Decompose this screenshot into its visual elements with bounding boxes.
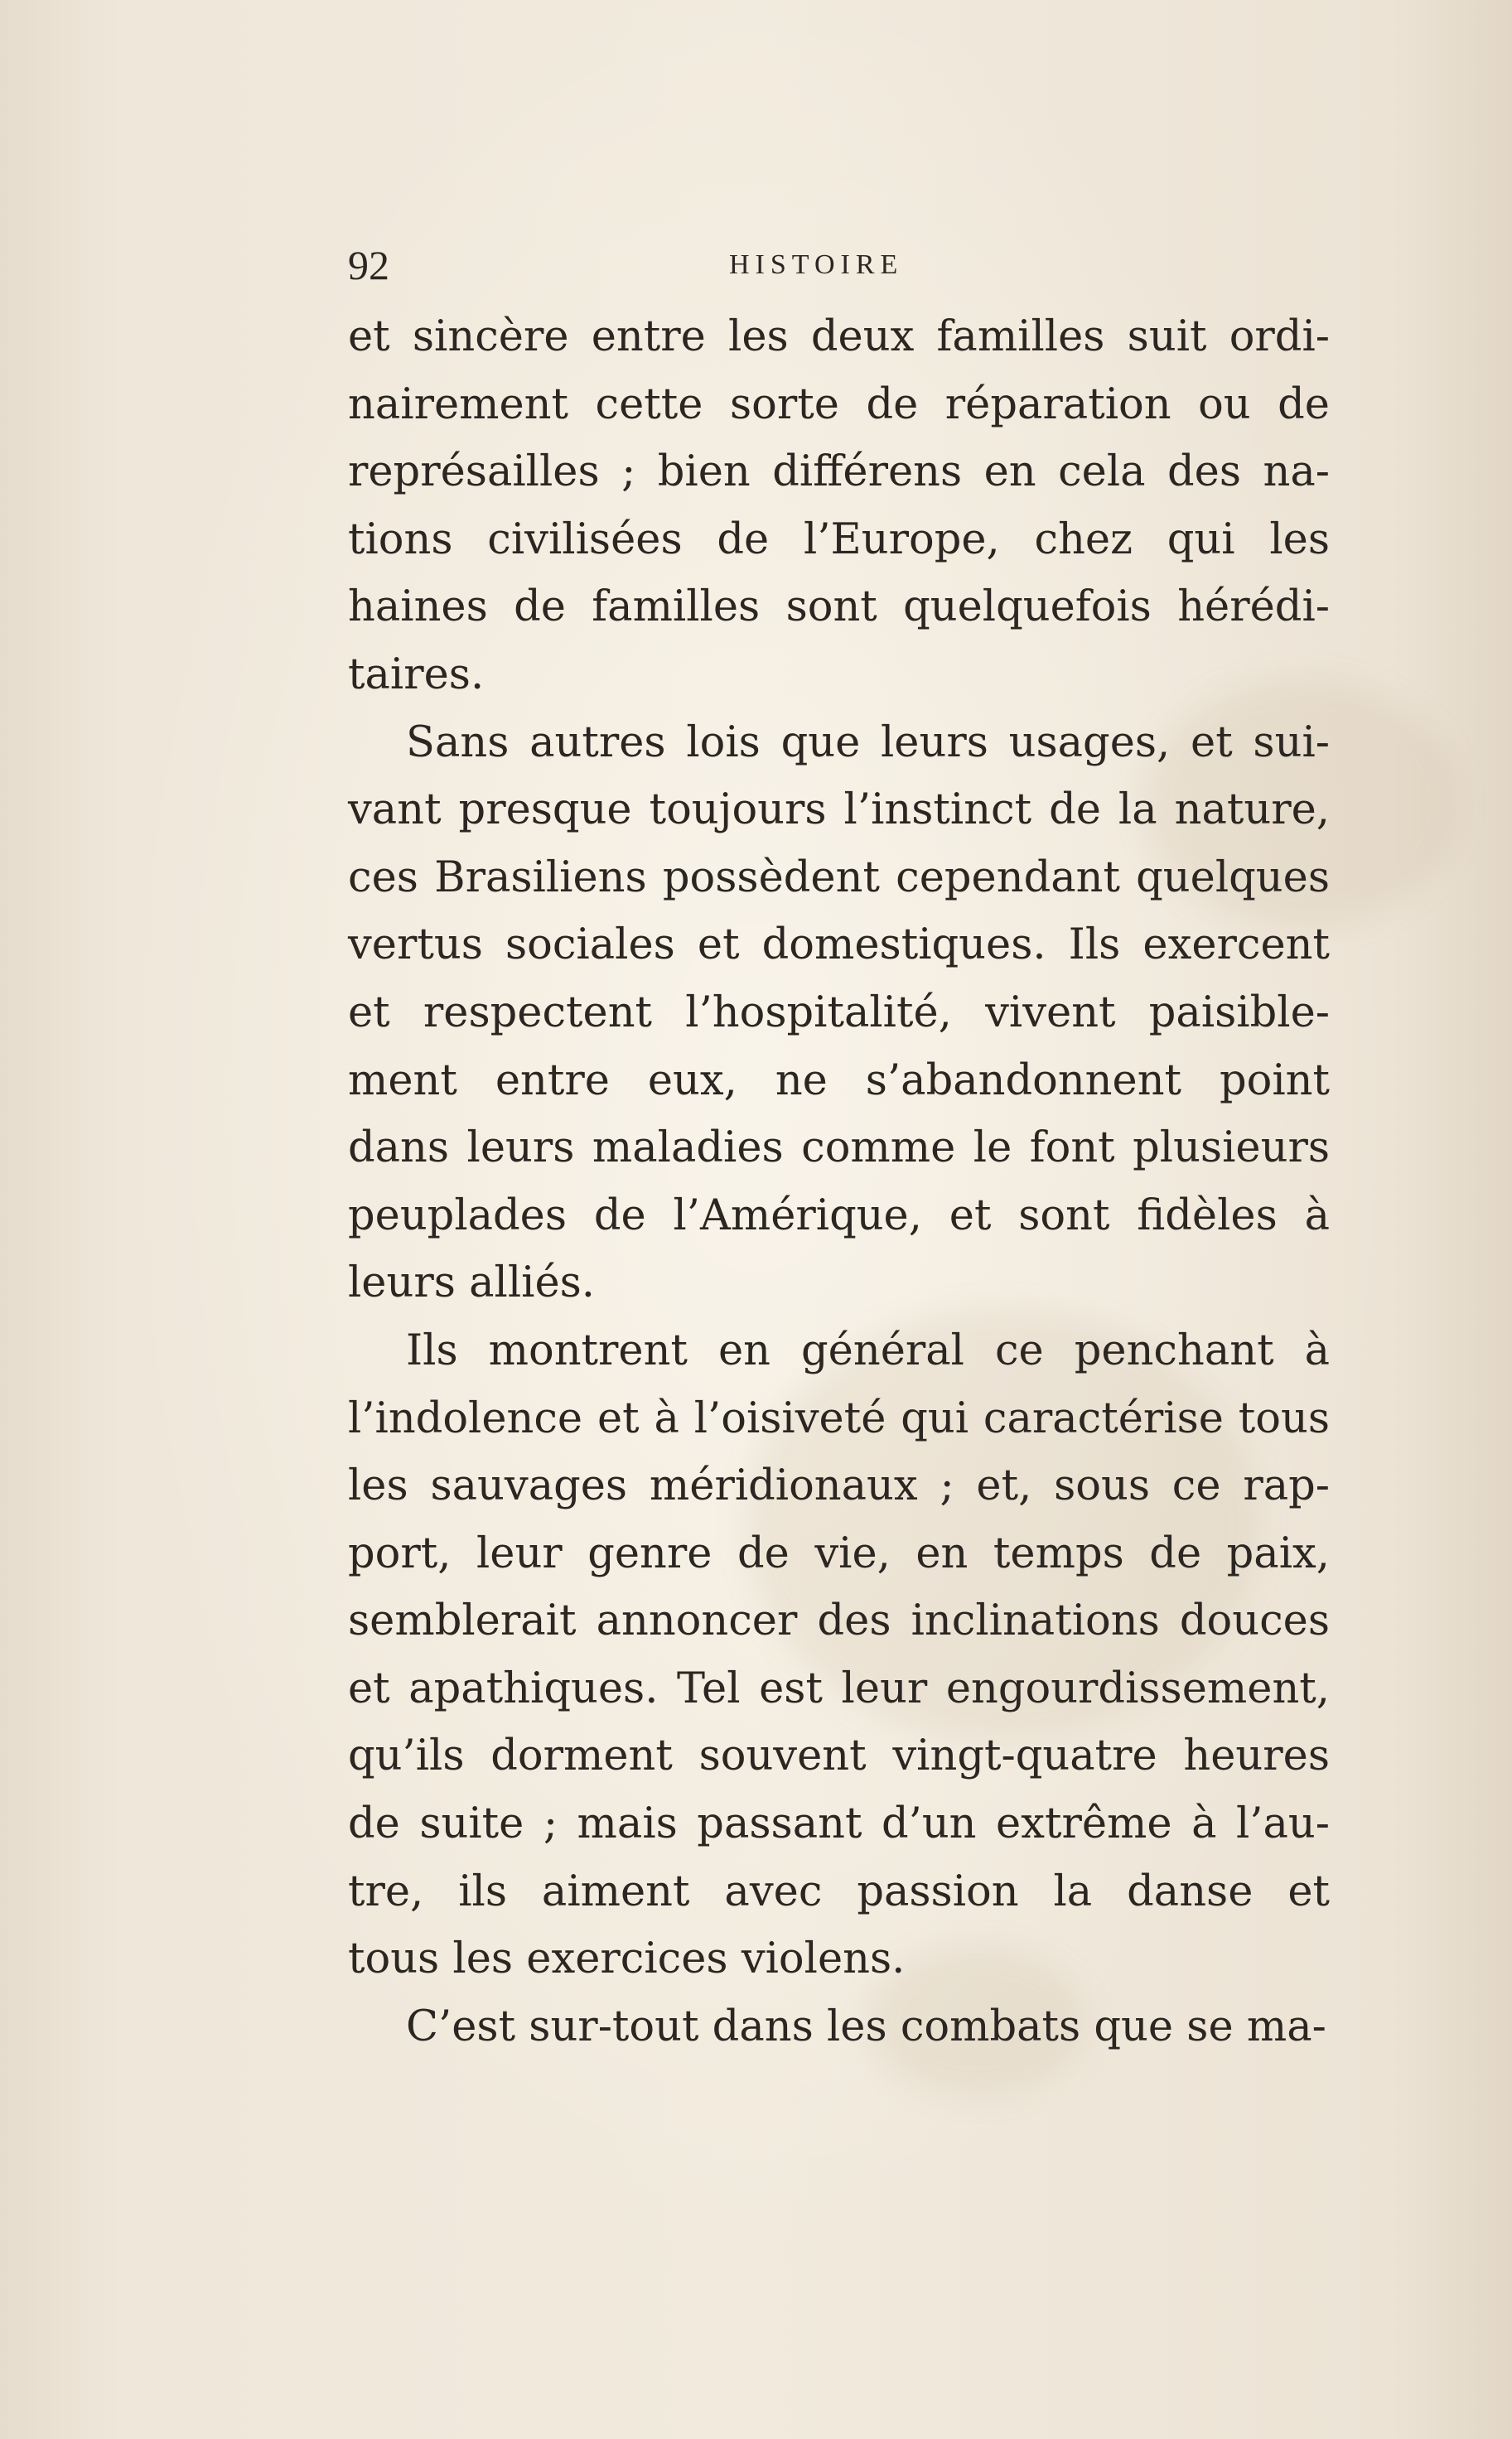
text-line: Ils montrent en général ce penchant à: [406, 1326, 1330, 1375]
text-line: leurs alliés.: [348, 1258, 596, 1308]
text-line: haines de familles sont quelquefois hérédi-: [348, 582, 1330, 632]
page-header: [348, 232, 1350, 298]
paragraph: [348, 1317, 1330, 1993]
paragraph: [348, 303, 1330, 709]
text-line: et respectent l’hospitalité, vivent paisible-: [348, 988, 1330, 1037]
page-number: 92: [348, 242, 389, 288]
running-head: HISTOIRE: [729, 249, 904, 280]
body-text: [348, 303, 1330, 2060]
text-line: qu’ils dorment souvent vingt-quatre heures: [348, 1731, 1330, 1781]
paragraph: [348, 1993, 1330, 2061]
text-line: tions civilisées de l’Europe, chez qui les: [348, 514, 1330, 564]
text-line: tous les exercices violens.: [348, 1934, 906, 1984]
text-line: Sans autres lois que leurs usages, et sui-: [406, 717, 1330, 767]
text-line: dans leurs maladies comme le font plusieurs: [348, 1123, 1330, 1173]
text-line: peuplades de l’Amérique, et sont fidèles à: [348, 1191, 1330, 1240]
text-line: vant presque toujours l’instinct de la nature,: [348, 785, 1330, 835]
text-line: et sincère entre les deux familles suit ordi-: [348, 312, 1330, 361]
text-line: nairement cette sorte de réparation ou de: [348, 379, 1330, 429]
text-line: semblerait annoncer des inclinations douces: [348, 1596, 1330, 1646]
text-line: de suite ; mais passant d’un extrême à l’au-: [348, 1799, 1330, 1849]
text-line: C’est sur-tout dans les combats que se ma-: [406, 2002, 1326, 2051]
text-line: ment entre eux, ne s’abandonnent point: [348, 1055, 1330, 1105]
text-line: et apathiques. Tel est leur engourdissement,: [348, 1664, 1330, 1713]
paragraph: [348, 709, 1330, 1317]
text-line: représailles ; bien différens en cela des na-: [348, 447, 1330, 497]
text-line: taires.: [348, 650, 485, 699]
text-line: l’indolence et à l’oisiveté qui caractérise tous: [348, 1393, 1330, 1443]
text-line: port, leur genre de vie, en temps de paix,: [348, 1529, 1330, 1578]
text-line: tre, ils aiment avec passion la danse et: [348, 1867, 1330, 1916]
text-line: les sauvages méridionaux ; et, sous ce rap-: [348, 1461, 1330, 1511]
text-line: ces Brasiliens possèdent cependant quelques: [348, 852, 1330, 902]
text-line: vertus sociales et domestiques. Ils exercent: [348, 920, 1330, 970]
